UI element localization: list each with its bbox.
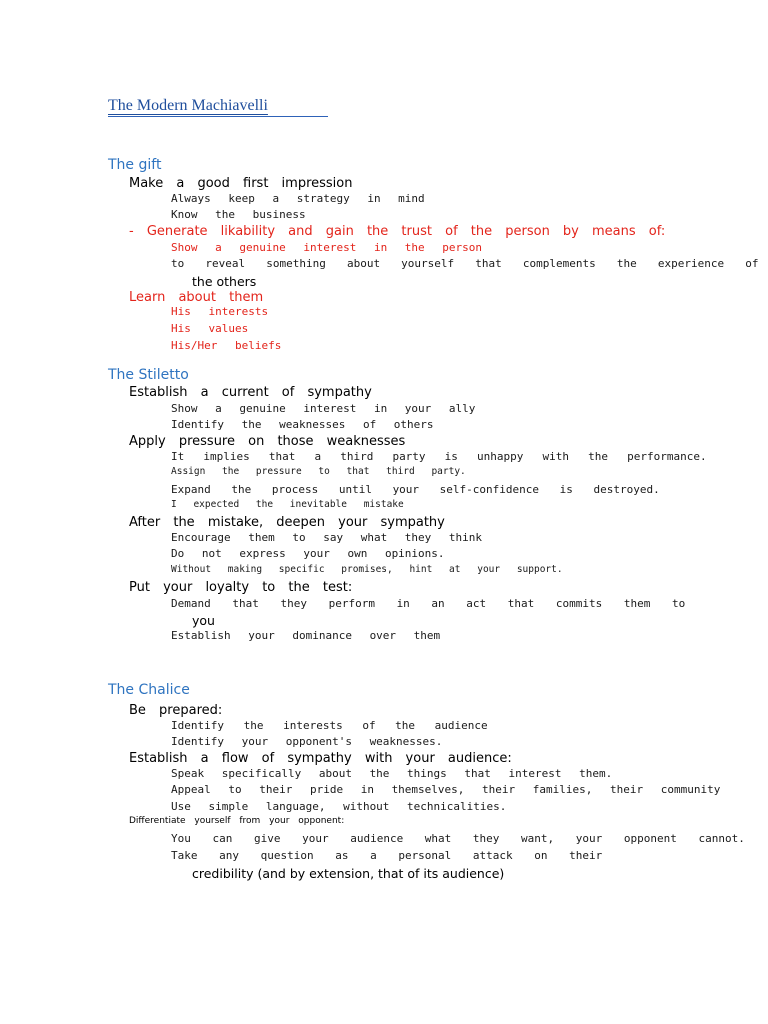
gift-line-2: - Generate likability and gain the trust of the person by means of: xyxy=(129,224,666,239)
stiletto-line-1: Establish a current of sympathy xyxy=(129,385,372,400)
section-heading-gift: The gift xyxy=(108,157,162,173)
stiletto-item-7: Encourage them to say what they think xyxy=(171,531,483,544)
section-heading-chalice: The Chalice xyxy=(108,682,190,698)
title-underline xyxy=(108,116,328,117)
stiletto-item-2: Identify the weaknesses of others xyxy=(171,418,434,431)
stiletto-item-6: I expected the inevitable mistake xyxy=(171,499,404,510)
chalice-item-7: Take any question as a personal attack on their xyxy=(171,849,603,862)
stiletto-line-2: Apply pressure on those weaknesses xyxy=(129,434,406,449)
chalice-line-1: Be prepared: xyxy=(129,703,223,718)
gift-item-5: His interests xyxy=(171,305,269,318)
gift-item-2: Know the business xyxy=(171,208,306,221)
stiletto-item-8: Do not express your own opinions. xyxy=(171,547,445,560)
gift-item-4: to reveal something about yourself that complements the experience of xyxy=(171,257,759,270)
stiletto-item-10: Demand that they perform in an act that commits them to xyxy=(171,597,686,610)
stiletto-item-10-continuation: you xyxy=(192,613,215,628)
gift-line-1: Make a good first impression xyxy=(129,176,353,191)
stiletto-item-3: It implies that a third party is unhappy with the performance. xyxy=(171,450,707,463)
chalice-item-5: Use simple language, without technicalities. xyxy=(171,800,507,813)
stiletto-item-5: Expand the process until your self-confidence is destroyed. xyxy=(171,483,660,496)
gift-item-7: His/Her beliefs xyxy=(171,339,282,352)
stiletto-line-3: After the mistake, deepen your sympathy xyxy=(129,515,445,530)
stiletto-item-11: Establish your dominance over them xyxy=(171,629,441,642)
stiletto-item-9: Without making specific promises, hint at your support. xyxy=(171,564,563,575)
chalice-line-2: Establish a flow of sympathy with your audience: xyxy=(129,751,512,766)
gift-item-3: Show a genuine interest in the person xyxy=(171,241,483,254)
stiletto-item-4: Assign the pressure to that third party. xyxy=(171,466,466,477)
chalice-item-4: Appeal to their pride in themselves, their families, their community xyxy=(171,783,721,796)
stiletto-line-4: Put your loyalty to the test: xyxy=(129,580,353,595)
chalice-item-2: Identify your opponent's weaknesses. xyxy=(171,735,443,748)
gift-line-3: Learn about them xyxy=(129,290,264,305)
chalice-item-7-continuation: credibility (and by extension, that of its audience) xyxy=(192,866,505,881)
gift-item-6: His values xyxy=(171,322,249,335)
section-heading-stiletto: The Stiletto xyxy=(108,367,189,383)
chalice-item-1: Identify the interests of the audience xyxy=(171,719,488,732)
chalice-item-3: Speak specifically about the things that interest them. xyxy=(171,767,613,780)
chalice-item-6: You can give your audience what they want, your opponent cannot. xyxy=(171,832,745,845)
document-title: The Modern Machiavelli xyxy=(108,97,268,114)
chalice-line-3: Differentiate yourself from your opponent: xyxy=(129,816,345,826)
gift-item-4-continuation: the others xyxy=(192,274,257,289)
stiletto-item-1: Show a genuine interest in your ally xyxy=(171,402,476,415)
gift-item-1: Always keep a strategy in mind xyxy=(171,192,425,205)
